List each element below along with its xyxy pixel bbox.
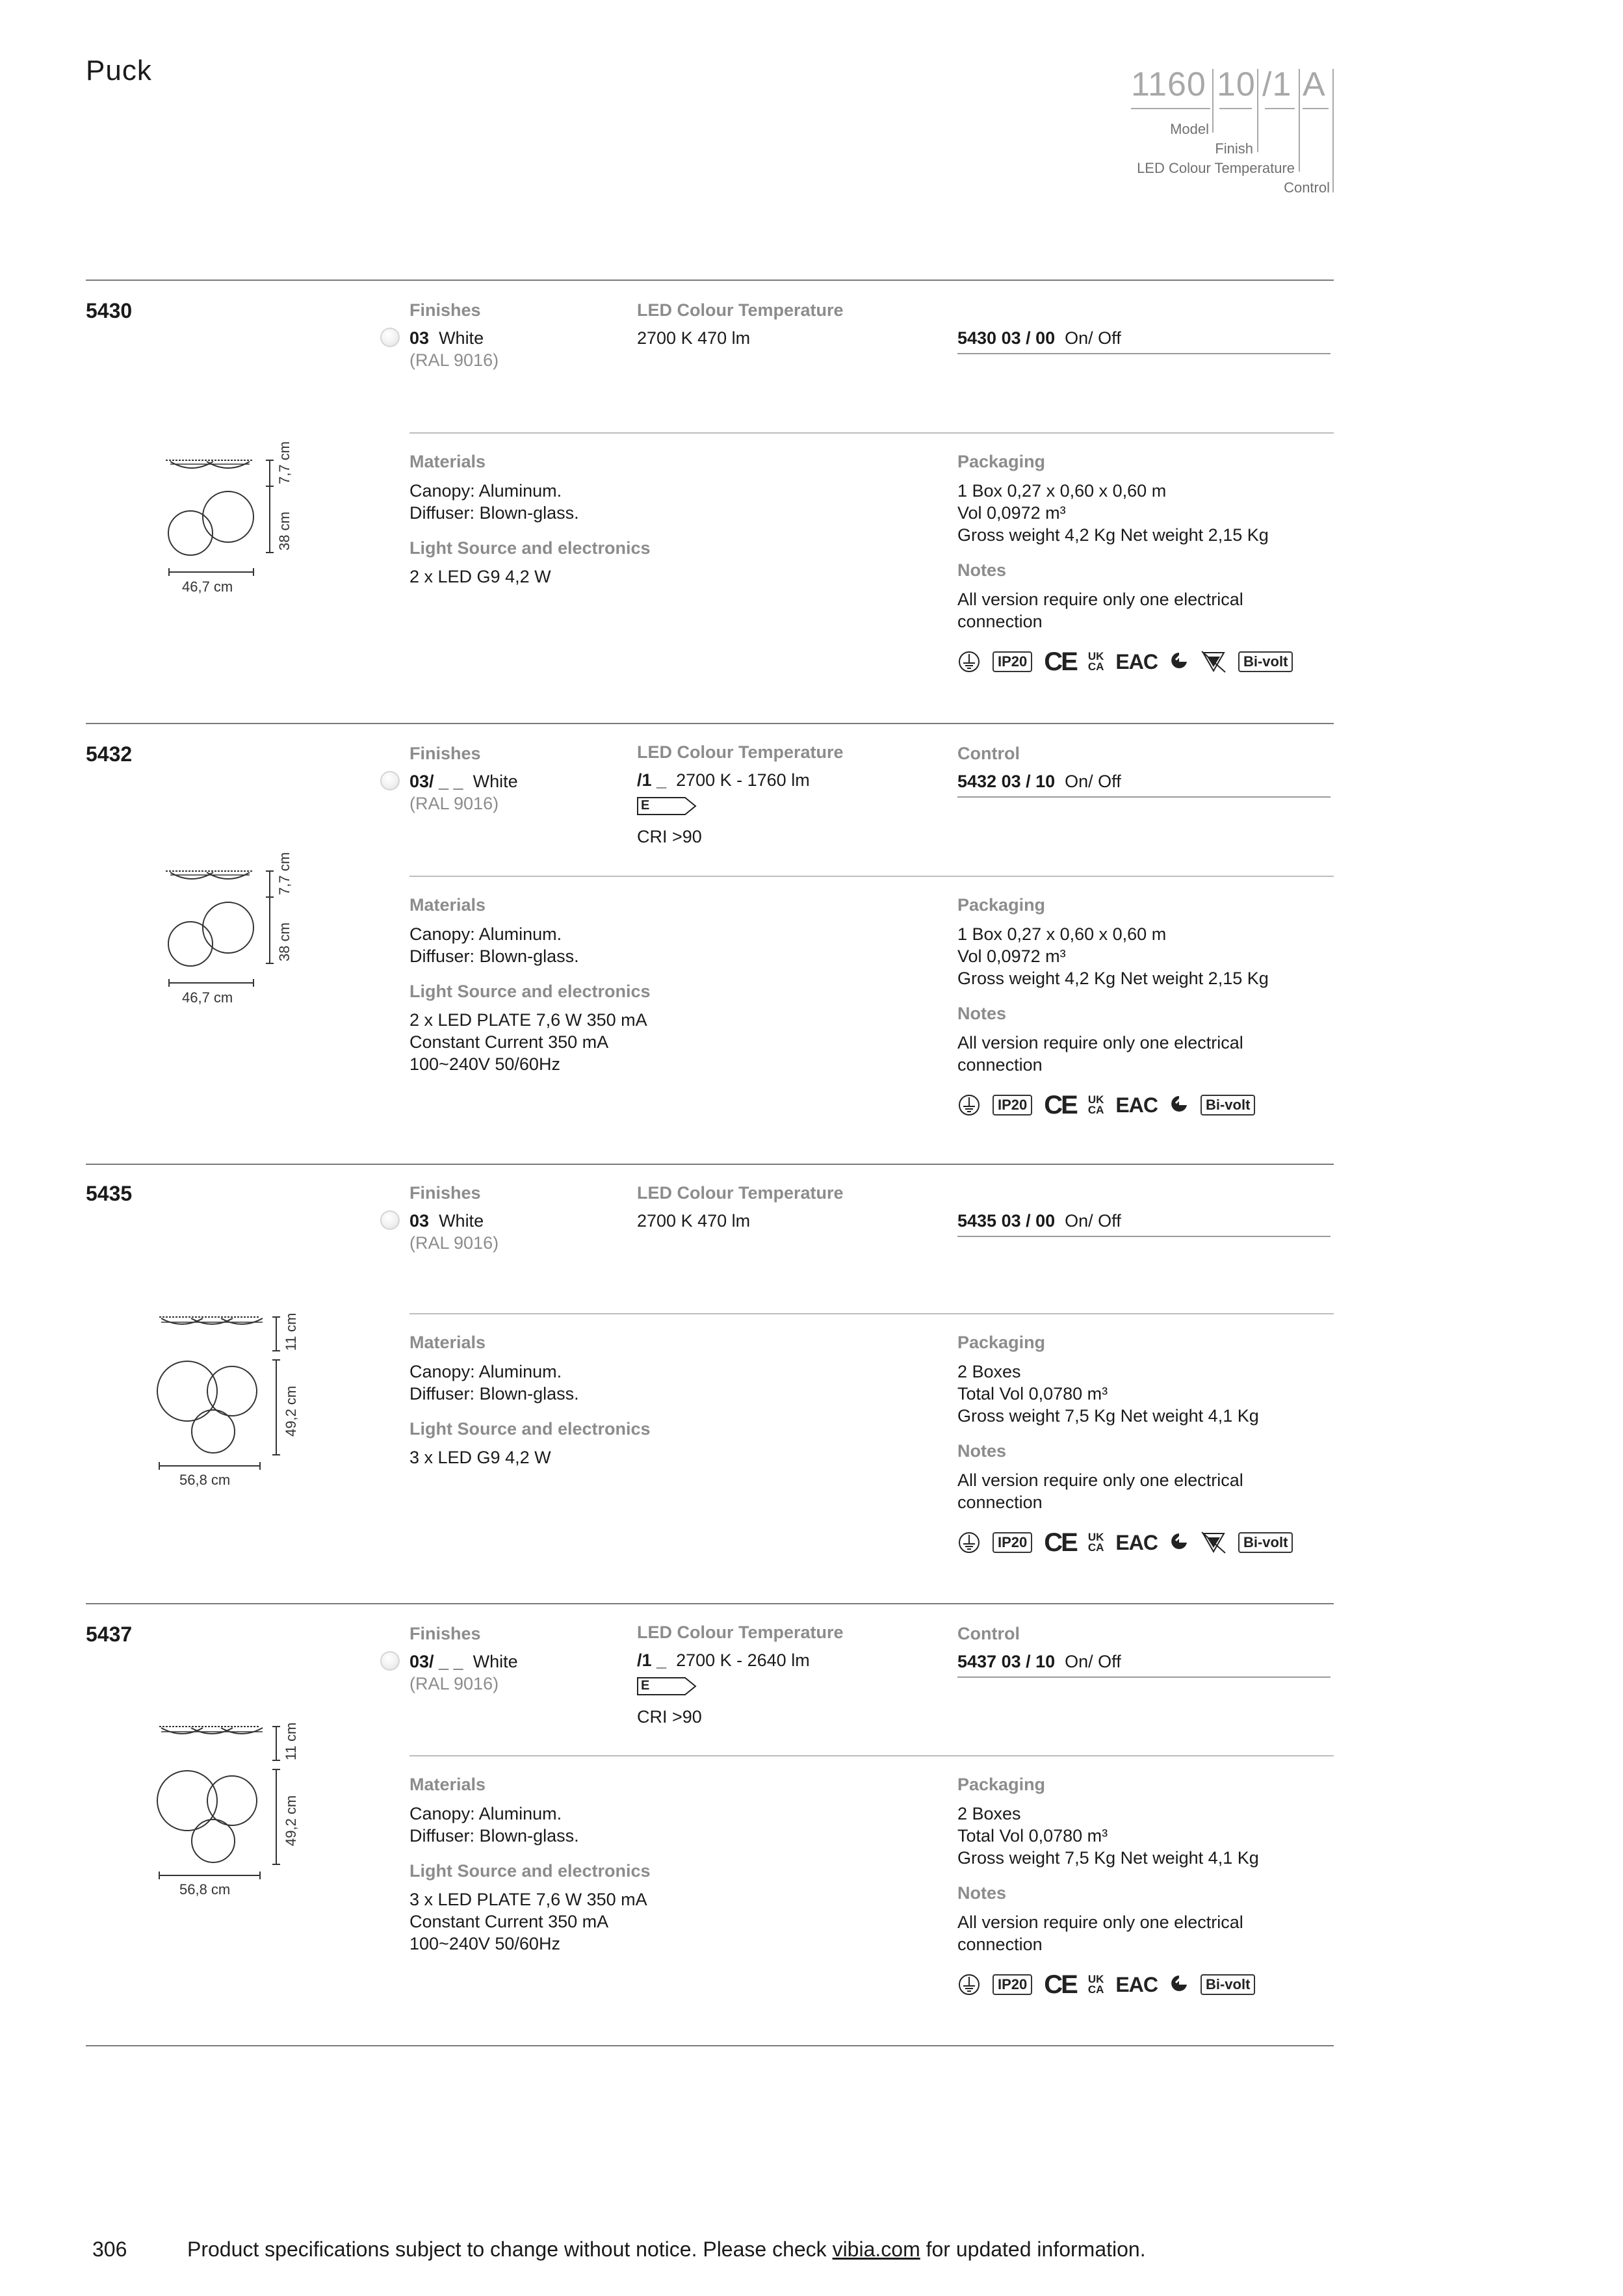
no-insulation-cover-icon — [1201, 1531, 1227, 1554]
legend-label-finish: Finish — [1215, 140, 1253, 157]
finish-value: 03/ _ _ White — [409, 1652, 518, 1671]
packaging-label: Packaging — [957, 1775, 1046, 1794]
materials-line: Diffuser: Blown-glass. — [409, 1826, 579, 1846]
vibia-link[interactable]: vibia.com — [832, 2237, 920, 2261]
product-id: 5437 — [86, 1623, 133, 1646]
packaging-line: Total Vol 0,0780 m³ — [957, 1826, 1108, 1846]
light-source-line: 2 x LED G9 4,2 W — [409, 567, 551, 586]
control-code: 5432 03 / 10 On/ Off — [957, 770, 1331, 798]
light-source-label: Light Source and electronics — [409, 1861, 651, 1881]
eac-mark-icon: EAC — [1115, 1093, 1158, 1117]
legend-label-led: LED Colour Temperature — [1137, 160, 1295, 176]
ce-mark-icon: CE — [1044, 1528, 1076, 1557]
bivolt-badge: Bi-volt — [1201, 1095, 1255, 1115]
light-source-line: Constant Current 350 mA — [409, 1032, 609, 1052]
dimension-height-top: 11 cm — [283, 1312, 299, 1351]
packaging-label: Packaging — [957, 1333, 1046, 1352]
dimension-height-main: 49,2 cm — [283, 1795, 299, 1846]
packaging-line: Gross weight 4,2 Kg Net weight 2,15 Kg — [957, 969, 1269, 988]
packaging-line: Gross weight 4,2 Kg Net weight 2,15 Kg — [957, 525, 1269, 545]
led-temp-label: LED Colour Temperature — [637, 742, 844, 762]
product-dimension-drawing — [156, 846, 325, 1015]
dimension-height-top: 7,7 cm — [276, 852, 292, 895]
materials-line: Canopy: Aluminum. — [409, 481, 562, 501]
dimension-height-main: 49,2 cm — [283, 1385, 299, 1437]
packaging-line: Vol 0,0972 m³ — [957, 946, 1066, 966]
page-number: 306 — [92, 2237, 127, 2261]
packaging-line: Vol 0,0972 m³ — [957, 503, 1066, 523]
notes-label: Notes — [957, 560, 1007, 580]
legend-label-control: Control — [1284, 179, 1330, 196]
certification-icons — [957, 1530, 1293, 1556]
ip20-badge: IP20 — [993, 1974, 1032, 1995]
class-1-earth-icon — [957, 650, 981, 673]
finish-value: 03/ _ _ White — [409, 772, 518, 791]
packaging-line: Gross weight 7,5 Kg Net weight 4,1 Kg — [957, 1406, 1259, 1426]
notes-line: connection — [957, 1055, 1043, 1075]
light-source-line: 2 x LED PLATE 7,6 W 350 mA — [409, 1010, 647, 1030]
finish-value: 03 White — [409, 328, 484, 348]
product-dimension-drawing — [156, 436, 325, 605]
notes-line: connection — [957, 1935, 1043, 1954]
packaging-line: 1 Box 0,27 x 0,60 x 0,60 m — [957, 924, 1167, 944]
control-label: Control — [957, 1624, 1020, 1643]
finishes-label: Finishes — [409, 1183, 481, 1203]
bivolt-badge: Bi-volt — [1201, 1974, 1255, 1995]
led-temp-value: /1 _ 2700 K - 1760 lm — [637, 770, 810, 790]
certification-icons — [957, 649, 1293, 675]
led-temp-value: /1 _ 2700 K - 2640 lm — [637, 1650, 810, 1670]
finishes-label: Finishes — [409, 1624, 481, 1643]
light-source-line: 100~240V 50/60Hz — [409, 1934, 560, 1953]
finish-ral: (RAL 9016) — [409, 1233, 499, 1253]
legend-code-finish: 10 — [1217, 66, 1256, 103]
dimension-width: 56,8 cm — [179, 1881, 231, 1898]
dimension-height-main: 38 cm — [276, 922, 292, 961]
led-temp-value: 2700 K 470 lm — [637, 328, 751, 348]
packaging-label: Packaging — [957, 452, 1046, 471]
eac-mark-icon: EAC — [1115, 1973, 1158, 1996]
ip20-badge: IP20 — [993, 1532, 1032, 1553]
legend-code-led: /1 — [1262, 66, 1292, 103]
product-id: 5432 — [86, 742, 133, 766]
certification-icons — [957, 1092, 1255, 1118]
dimension-height-main: 38 cm — [276, 512, 292, 551]
sub-divider — [409, 1313, 1334, 1314]
packaging-line: Total Vol 0,0780 m³ — [957, 1384, 1108, 1403]
ip20-badge: IP20 — [993, 651, 1032, 672]
finish-ral: (RAL 9016) — [409, 1674, 499, 1693]
packaging-line: Gross weight 7,5 Kg Net weight 4,1 Kg — [957, 1848, 1259, 1868]
energy-class-label: E — [641, 1678, 650, 1693]
white-swatch — [380, 1651, 400, 1671]
section-divider — [86, 2045, 1334, 2046]
rcm-mark-icon — [1169, 1532, 1189, 1554]
notes-line: All version require only one electrical — [957, 1033, 1243, 1052]
ukca-mark-icon: UK CA — [1087, 1531, 1104, 1554]
finish-ral: (RAL 9016) — [409, 794, 499, 813]
light-source-line: Constant Current 350 mA — [409, 1912, 609, 1931]
notes-label: Notes — [957, 1441, 1007, 1461]
white-swatch — [380, 771, 400, 790]
sub-divider — [409, 1755, 1334, 1756]
packaging-label: Packaging — [957, 895, 1046, 915]
light-source-line: 3 x LED G9 4,2 W — [409, 1448, 551, 1467]
ce-mark-icon: CE — [1044, 647, 1076, 676]
section-divider — [86, 1603, 1334, 1604]
packaging-line: 2 Boxes — [957, 1804, 1021, 1823]
bivolt-badge: Bi-volt — [1238, 1532, 1293, 1553]
bivolt-badge: Bi-volt — [1238, 651, 1293, 672]
light-source-label: Light Source and electronics — [409, 1419, 651, 1439]
model-code-legend — [1105, 65, 1339, 195]
light-source-label: Light Source and electronics — [409, 982, 651, 1001]
sub-divider — [409, 432, 1334, 434]
materials-line: Diffuser: Blown-glass. — [409, 946, 579, 966]
notes-label: Notes — [957, 1004, 1007, 1023]
materials-label: Materials — [409, 1775, 486, 1794]
materials-line: Canopy: Aluminum. — [409, 924, 562, 944]
eac-mark-icon: EAC — [1115, 1531, 1158, 1554]
ce-mark-icon: CE — [1044, 1091, 1076, 1119]
dimension-height-top: 7,7 cm — [276, 441, 292, 484]
section-divider — [86, 1164, 1334, 1165]
legend-code-model: 1160 — [1131, 66, 1206, 103]
notes-line: All version require only one electrical — [957, 1912, 1243, 1932]
eac-mark-icon: EAC — [1115, 650, 1158, 673]
notes-line: All version require only one electrical — [957, 1470, 1243, 1490]
light-source-line: 100~240V 50/60Hz — [409, 1054, 560, 1074]
dimension-width: 56,8 cm — [179, 1472, 231, 1488]
class-1-earth-icon — [957, 1531, 981, 1554]
notes-label: Notes — [957, 1883, 1007, 1903]
control-label: Control — [957, 744, 1020, 763]
certification-icons — [957, 1972, 1255, 1998]
control-code: 5430 03 / 00 On/ Off — [957, 327, 1331, 354]
materials-line: Diffuser: Blown-glass. — [409, 1384, 579, 1403]
control-code: 5437 03 / 10 On/ Off — [957, 1650, 1331, 1678]
white-swatch — [380, 1210, 400, 1230]
dimension-width: 46,7 cm — [182, 989, 233, 1006]
white-swatch — [380, 328, 400, 347]
rcm-mark-icon — [1169, 1974, 1189, 1996]
led-temp-label: LED Colour Temperature — [637, 1623, 844, 1642]
ce-mark-icon: CE — [1044, 1970, 1076, 1999]
class-1-earth-icon — [957, 1973, 981, 1996]
page-title: Puck — [86, 55, 152, 86]
dimension-width: 46,7 cm — [182, 579, 233, 595]
finish-ral: (RAL 9016) — [409, 350, 499, 370]
rcm-mark-icon — [1169, 1094, 1189, 1116]
light-source-line: 3 x LED PLATE 7,6 W 350 mA — [409, 1890, 647, 1909]
legend-label-model: Model — [1170, 121, 1209, 137]
led-temp-value: 2700 K 470 lm — [637, 1211, 751, 1231]
ukca-mark-icon: UK CA — [1087, 650, 1104, 673]
finish-value: 03 White — [409, 1211, 484, 1231]
materials-line: Canopy: Aluminum. — [409, 1804, 562, 1823]
led-temp-label: LED Colour Temperature — [637, 1183, 844, 1203]
dimension-height-top: 11 cm — [283, 1722, 299, 1760]
materials-label: Materials — [409, 895, 486, 915]
class-1-earth-icon — [957, 1093, 981, 1117]
footer-disclaimer: Product specifications subject to change without notice. Please check vibia.com for updated information. — [187, 2237, 1146, 2261]
cri-value: CRI >90 — [637, 1707, 702, 1727]
section-divider — [86, 280, 1334, 281]
energy-class-label: E — [641, 798, 650, 813]
rcm-mark-icon — [1169, 651, 1189, 673]
packaging-line: 1 Box 0,27 x 0,60 x 0,60 m — [957, 481, 1167, 501]
finishes-label: Finishes — [409, 744, 481, 763]
no-insulation-cover-icon — [1201, 650, 1227, 673]
notes-line: connection — [957, 1493, 1043, 1512]
section-divider — [86, 723, 1334, 724]
product-id: 5435 — [86, 1182, 133, 1205]
finishes-label: Finishes — [409, 300, 481, 320]
light-source-label: Light Source and electronics — [409, 538, 651, 558]
ip20-badge: IP20 — [993, 1095, 1032, 1115]
notes-line: connection — [957, 612, 1043, 631]
led-temp-label: LED Colour Temperature — [637, 300, 844, 320]
ukca-mark-icon: UK CA — [1087, 1093, 1104, 1116]
ukca-mark-icon: UK CA — [1087, 1973, 1104, 1996]
notes-line: All version require only one electrical — [957, 590, 1243, 609]
legend-code-control: A — [1303, 66, 1326, 103]
materials-label: Materials — [409, 452, 486, 471]
materials-line: Diffuser: Blown-glass. — [409, 503, 579, 523]
sub-divider — [409, 876, 1334, 877]
cri-value: CRI >90 — [637, 827, 702, 846]
control-code: 5435 03 / 00 On/ Off — [957, 1210, 1331, 1237]
materials-line: Canopy: Aluminum. — [409, 1362, 562, 1381]
materials-label: Materials — [409, 1333, 486, 1352]
product-id: 5430 — [86, 299, 133, 322]
packaging-line: 2 Boxes — [957, 1362, 1021, 1381]
